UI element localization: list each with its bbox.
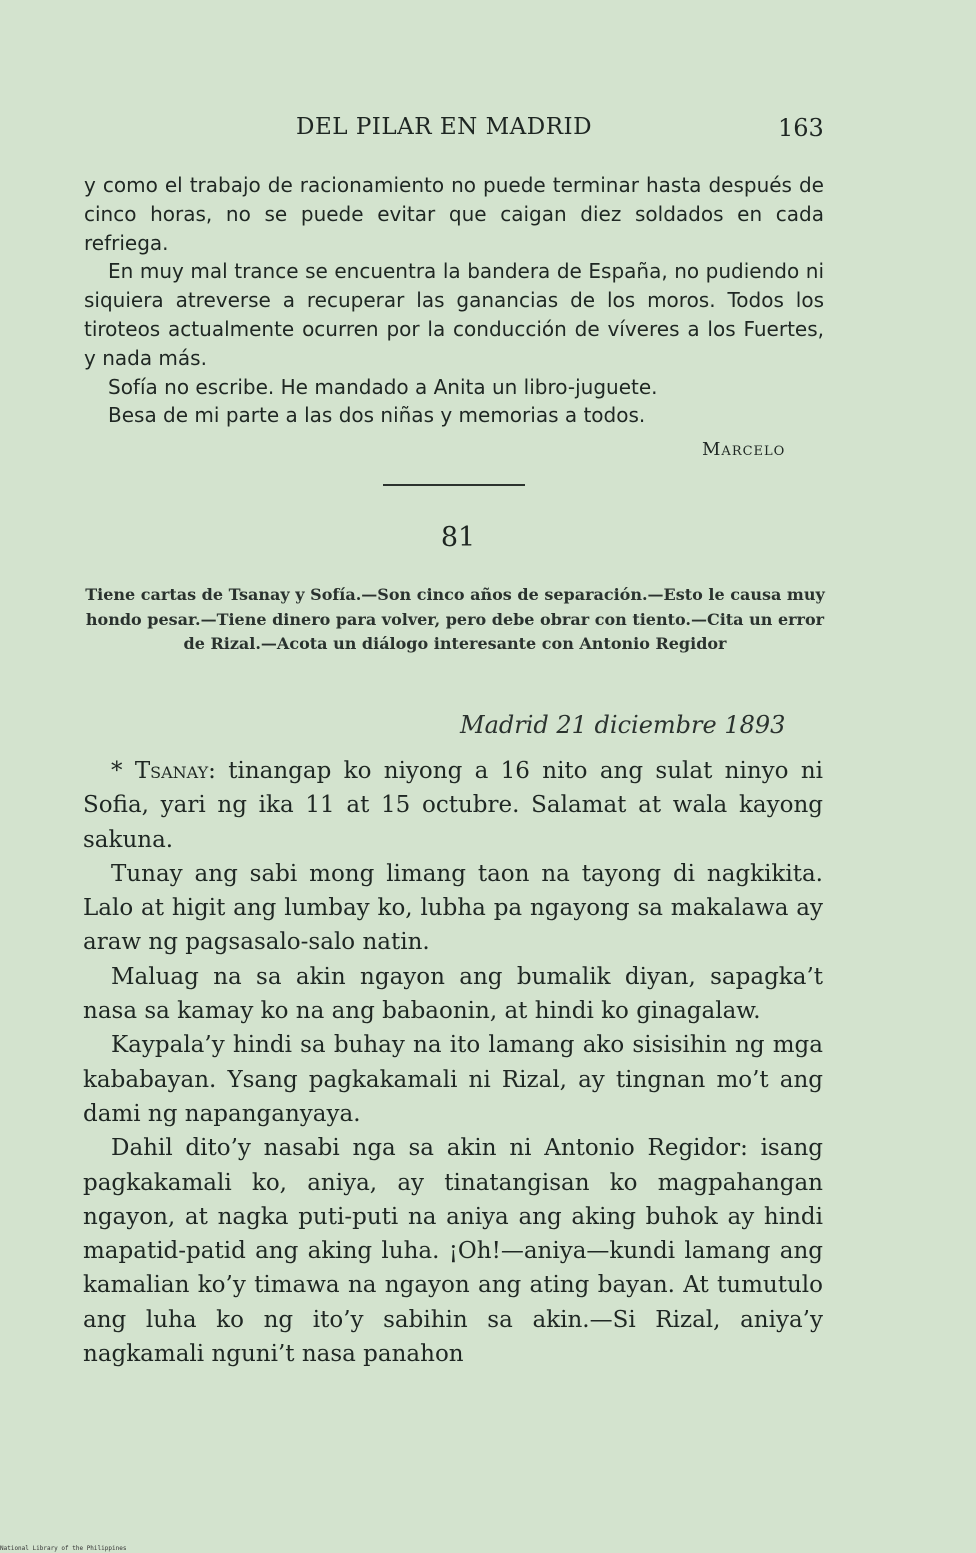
paragraph: Sofía no escribe. He mandado a Anita un libro-juguete.: [108, 374, 658, 399]
library-credit: National Library of the Philippines: [0, 1545, 127, 1552]
running-title: DEL PILAR EN MADRID: [296, 114, 593, 140]
letter-body: [83, 754, 823, 1371]
signature: Marcelo: [702, 439, 786, 460]
letter-summary: Tiene cartas de Tsanay y Sofía.—Son cinco años de separación.—Esto le causa muy hondo pesar.—Tiene dinero para volver, pero debe obrar con tiento.—Cita un error de Rizal.—Acota un diálogo interesante con Antonio Regidor: [85, 585, 825, 654]
paragraph: Maluag na sa akin ngayon ang bumalik diyan, sapagka’t nasa sa kamay ko na ang babaonin, at hindi ko ginagalaw.: [83, 963, 823, 1025]
paragraph: Dahil dito’y nasabi nga sa akin ni Antonio Regidor: isang pagkakamali ko, aniya, ay tinatangisan ko magpahangan ngayon, at nagka puti-puti na aniya ang aking buhok ay hindi mapatid-patid ang aking luha. ¡Oh!—aniya—kundi lamang ang kamalian ko’y timawa na ngayon ang ating bayan. At tumutulo ang luha ko ng ito’y sabihin sa akin.—Si Rizal, aniya’y nagkamali nguni’t nasa panahon: [83, 1135, 823, 1368]
paragraph: [83, 754, 823, 857]
paragraph: y como el trabajo de racionamiento no puede terminar hasta después de cinco horas, no se puede evitar que caigan diez soldados en cada refriega.: [84, 173, 824, 255]
paragraph: En muy mal trance se encuentra la bandera de España, no pudiendo ni siquiera atreverse a recuperar las ganancias de los moros. Todos los tiroteos actualmente ocurren por la conducción de víveres a los Fuertes, y nada más.: [84, 259, 824, 370]
paragraph: Kaypala’y hindi sa buhay na ito lamang ako sisisihin ng mga kababayan. Ysang pagkakamali ni Rizal, ay tingnan mo’t ang dami ng napanganyaya.: [83, 1032, 823, 1127]
salutation: * Tsanay:: [111, 758, 216, 784]
page-number: 163: [778, 114, 824, 142]
paragraph: Tunay ang sabi mong limang taon na tayong di nagkikita. Lalo at higit ang lumbay ko, lubha pa ngayong sa makalawa ay araw ng pagsasalo-salo natin.: [83, 860, 823, 956]
section-divider: [383, 484, 525, 486]
dateline: Madrid 21 diciembre 1893: [460, 711, 786, 739]
letter-number: 81: [440, 522, 476, 553]
previous-letter-body: [84, 171, 824, 430]
paragraph: Besa de mi parte a las dos niñas y memorias a todos.: [108, 403, 646, 428]
paragraph-text: tinangap ko niyong a 16 nito ang sulat ninyo ni Sofia, yari ng ika 11 at 15 octubre. Salamat at wala kayong sakuna.: [83, 758, 823, 853]
